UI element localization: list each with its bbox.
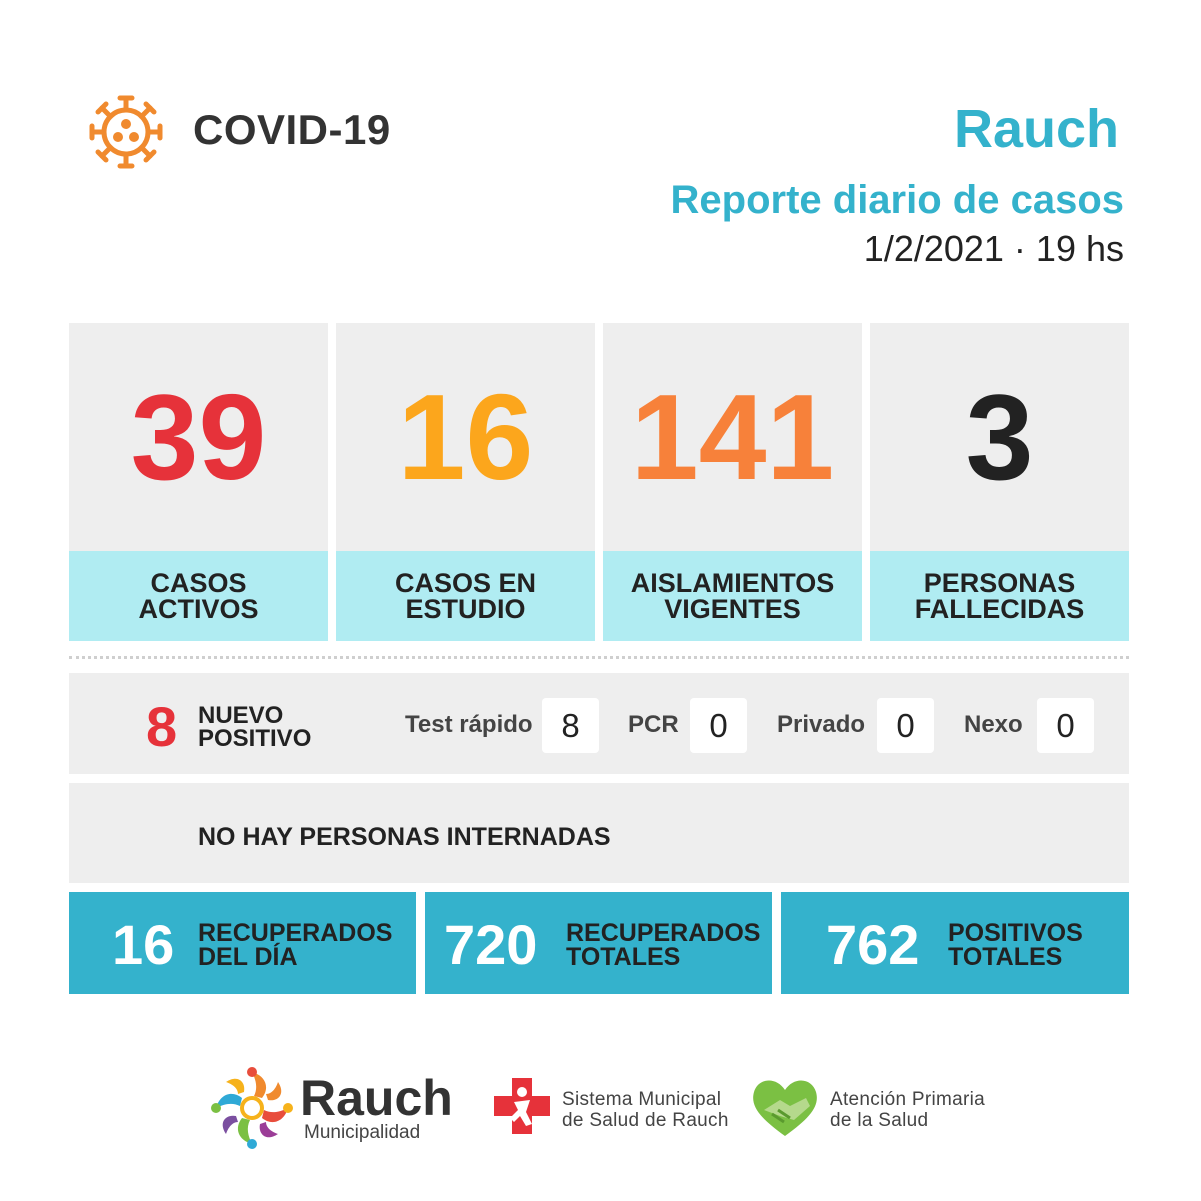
recuperados-del-dia-label-line1: RECUPERADOS: [198, 919, 393, 947]
virus-icon: [86, 92, 166, 172]
stat-label-line2: FALLECIDAS: [914, 594, 1085, 624]
new-positive-value: 8: [146, 695, 178, 758]
header-title: COVID-19: [193, 106, 391, 153]
aps-logo-line2: de la Salud: [830, 1110, 929, 1131]
aps-logo-text: [830, 1089, 985, 1131]
stat-value: 141: [630, 369, 835, 505]
stat-value: 16: [397, 369, 534, 505]
recuperados-del-dia-label-line2: DEL DÍA: [198, 943, 298, 971]
salud-logo-line2: de Salud de Rauch: [562, 1110, 729, 1131]
new-positive-label-line2: POSITIVO: [198, 725, 312, 752]
internados-text: NO HAY PERSONAS INTERNADAS: [198, 823, 611, 851]
report-subtitle: Reporte diario de casos: [670, 178, 1124, 222]
stat-card-personas-fallecidas: [870, 323, 1129, 641]
stat-label-line1: AISLAMIENTOS: [630, 568, 835, 598]
new-positive-label: [198, 704, 311, 750]
test-rapido-label: Test rápido: [405, 711, 533, 738]
stat-label-line1: CASOS: [150, 568, 247, 598]
stat-label-line2: ESTUDIO: [405, 594, 526, 624]
handshake-heart-icon: [750, 1076, 820, 1138]
red-cross-icon: [492, 1076, 552, 1136]
stat-value: 39: [130, 369, 267, 505]
nexo-value: 0: [1037, 698, 1094, 753]
stat-card-casos-en-estudio: [336, 323, 595, 641]
recuperados-totales-label-line2: TOTALES: [566, 943, 681, 971]
rauch-municipal-logo-icon: [210, 1066, 294, 1150]
positivos-totales-label: [948, 921, 1083, 969]
recuperados-totales-label: [566, 921, 760, 969]
dotted-divider: [69, 656, 1129, 659]
stat-label-line1: PERSONAS: [923, 568, 1076, 598]
recuperados-totales-label-line1: RECUPERADOS: [566, 919, 761, 947]
test-rapido-value: 8: [542, 698, 599, 753]
salud-logo-line1: Sistema Municipal: [562, 1089, 722, 1110]
recuperados-del-dia-value: 16: [112, 913, 175, 976]
nexo-label: Nexo: [964, 711, 1023, 738]
recuperados-totales-value: 720: [444, 913, 538, 976]
aps-logo-line1: Atención Primaria: [830, 1089, 986, 1110]
positivos-totales-label-line1: POSITIVOS: [948, 919, 1083, 947]
new-positive-label-line1: NUEVO: [198, 702, 284, 729]
pcr-value: 0: [690, 698, 747, 753]
recuperados-del-dia-label: [198, 921, 392, 969]
positivos-totales-label-line2: TOTALES: [948, 943, 1063, 971]
privado-label: Privado: [777, 711, 866, 738]
town-name: Rauch: [953, 99, 1119, 159]
salud-logo-text: [562, 1089, 729, 1131]
privado-value: 0: [877, 698, 934, 753]
pcr-label: PCR: [628, 711, 679, 738]
stat-value: 3: [965, 369, 1034, 505]
stat-label-line2: VIGENTES: [664, 594, 801, 624]
positivos-totales-value: 762: [826, 913, 920, 976]
stat-label-line2: ACTIVOS: [138, 594, 259, 624]
report-datetime: 1/2/2021 · 19 hs: [863, 228, 1124, 269]
stat-card-casos-activos: [69, 323, 328, 641]
stat-label-line1: CASOS EN: [394, 568, 537, 598]
rauch-logo-name: Rauch: [300, 1070, 453, 1126]
rauch-logo-sub: Municipalidad: [304, 1122, 421, 1143]
stat-card-aislamientos-vigentes: [603, 323, 862, 641]
